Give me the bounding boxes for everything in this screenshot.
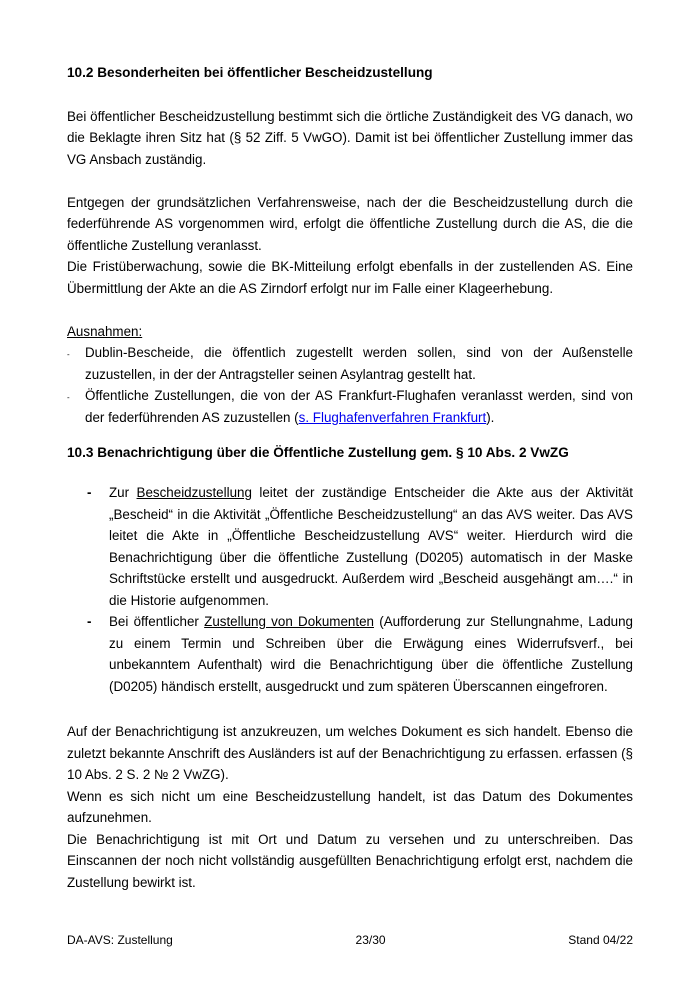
page-footer bbox=[67, 933, 633, 947]
paragraph: Die Benachrichtigung ist mit Ort und Datum zu versehen und zu unterschreiben. Das Einscannen der noch nicht vollständig ausgefüllten Benachrichtigung erfolgt erst, nachdem die Zustellung bewirkt ist. bbox=[67, 831, 633, 890]
paragraph: Bei öffentlicher Bescheidzustellung bestimmt sich die örtliche Zuständigkeit des VG danach, wo die Beklagte ihren Sitz hat (§ 52 Ziff. 5 VwGO). Damit ist bei öffentlicher Zustellung immer das VG Ansbach zuständig. bbox=[67, 108, 633, 167]
paragraph: Entgegen der grundsätzlichen Verfahrensweise, nach der die Bescheidzustellung durch die federführende AS vorgenommen wird, erfolgt die öffentliche Zustellung durch die AS, die die öffentliche Zustellung veranlasst. bbox=[67, 194, 633, 253]
dash-bullet-icon: - bbox=[67, 350, 70, 359]
paragraph: Wenn es sich nicht um eine Bescheidzustellung handelt, ist das Datum des Dokumentes aufzunehmen. bbox=[67, 788, 633, 825]
footer-version: Stand 04/22 bbox=[568, 933, 633, 947]
footer-document-title: DA-AVS: Zustellung bbox=[67, 933, 173, 947]
exceptions-label: Ausnahmen: bbox=[67, 323, 143, 339]
section-10-2-heading: 10.2 Besonderheiten bei öffentlicher Bescheidzustellung bbox=[67, 65, 433, 80]
list-item: - Zur Bescheidzustellung leitet der zuständige Entscheider die Akte aus der Aktivität „Bescheid“ in die Aktivität „Öffentliche Bescheidzustellung“ an das AVS weiter. Das AVS leitet die Akte in „Öffentliche Bescheidzustellung AVS“ weiter. Hierdurch wird die Benachrichtigung über die öffentliche Zustellung (D0205) automatisch in der Maske Schriftstücke erstellt und ausgedruckt. Außerdem wird „Bescheid ausgehängt am….“ in die Historie aufgenommen. bbox=[87, 482, 633, 611]
paragraph: Die Fristüberwachung, sowie die BK-Mitteilung erfolgt ebenfalls in der zustellenden AS. Eine Übermittlung der Akte an die AS Zirndorf erfolgt nur im Falle einer Klageerhebung. bbox=[67, 259, 633, 296]
flughafenverfahren-link[interactable]: s. Flughafenverfahren Frankfurt bbox=[298, 409, 487, 425]
list-item: - Öffentliche Zustellungen, die von der AS Frankfurt-Flughafen veranlasst werden, sind von der federführenden AS zuzustellen (s. Flughafenverfahren Frankfurt). bbox=[67, 388, 633, 425]
document-page bbox=[67, 62, 633, 893]
dash-bullet-icon: - bbox=[87, 485, 92, 500]
notification-list bbox=[67, 482, 633, 697]
paragraph: Auf der Benachrichtigung ist anzukreuzen, um welches Dokument es sich handelt. Ebenso die zuletzt bekannte Anschrift des Ausländers ist auf der Benachrichtigung zu erfassen. erfassen (§ 10 Abs. 2 S. 2 № 2 VwZG). bbox=[67, 724, 633, 782]
list-item: - Dublin-Bescheide, die öffentlich zugestellt werden sollen, sind von der Außenstelle zuzustellen, in der der Antragsteller seinen Asylantrag gestellt hat. bbox=[67, 345, 633, 382]
list-item: - Bei öffentlicher Zustellung von Dokumenten (Aufforderung zur Stellungnahme, Ladung zu einem Termin und Schreiben über die Erwägung eines Widerrufsverf., bei unbekanntem Aufenthalt) wird die Benachrichtigung über die öffentliche Zustellung (D0205) händisch erstellt, ausgedruckt und zum späteren Überscannen eingefroren. bbox=[87, 611, 633, 697]
dash-bullet-icon: - bbox=[87, 614, 92, 629]
section-10-3-heading: 10.3 Benachrichtigung über die Öffentliche Zustellung gem. § 10 Abs. 2 VwZG bbox=[67, 445, 569, 460]
footer-page-number: 23/30 bbox=[355, 933, 386, 947]
exceptions-list bbox=[67, 342, 633, 428]
dash-bullet-icon: - bbox=[67, 393, 70, 402]
